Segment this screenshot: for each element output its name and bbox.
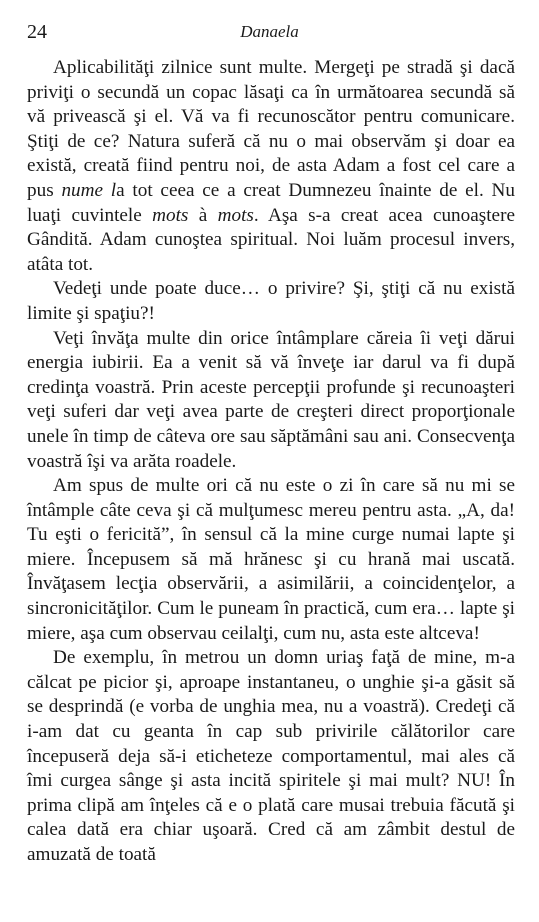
- paragraph-text: Am spus de multe ori că nu este o zi în care să nu mi se întâmple câte ceva şi că mulţumesc mereu pentru asta. „A, da! Tu eşti o fericită”, în sensul că la mine curge numai lapte şi miere. Începusem să mă hrănesc şi cu hrană mai uscată. Învăţasem lecţia observării, a asimilării, a coincidenţelor, a sincronicităţilor. Cum le puneam în practică, cum era… lapte şi miere, aşa cum observau ceilalţi, cum nu, asta este altceva!: [27, 475, 515, 644]
- italic-text: nume l: [61, 179, 117, 201]
- paragraph-text: Vedeţi unde poate duce… o privire? Şi, ştiţi că nu există limite şi spaţiu?!: [27, 278, 515, 324]
- running-head: Danaela: [240, 22, 299, 41]
- paragraph: [27, 277, 515, 326]
- page-number: 24: [27, 21, 47, 43]
- paragraph-text: De exemplu, în metrou un domn uriaş faţă de mine, m-a călcat pe picior şi, aproape instantaneu, o unghie şi-a găsit să se desprindă (e vorba de unghia mea, nu a voastră). Credeţi că i-am dat cu geanta în cap sub privirile călătorilor care începuseră deja să-i eticheteze comportamentul, mai ales că îmi curgea sânge şi asta incită spiritele şi mai mult? NU! În prima clipă am înţeles că e o plată care musai trebuia făcută şi calea dată era chiar uşoară. Cred că am zâmbit destul de amuzată de toată: [27, 647, 515, 865]
- paragraph-text: a tot ceea ce a creat Dumnezeu înainte de el. Nu luaţi cuvintele: [27, 179, 516, 226]
- paragraph: [27, 474, 515, 646]
- page-body: [27, 56, 515, 868]
- paragraph-text: . Aşa s-a creat acea cunoaştere Gândită. Adam cunoştea spiritual. Noi luăm procesul invers, atâta tot.: [27, 204, 515, 275]
- paragraph: [27, 56, 515, 277]
- paragraph-text: Aplicabilităţi zilnice sunt multe. Mergeţi pe stradă şi dacă priviţi o secundă un copac lăsaţi ca în următoarea secundă să vă privească şi el. Vă va fi recunoscător pentru comunicare. Ştiţi de ce? Natura suferă că nu o mai observăm şi doar ea există, creată fiind pentru noi, de asta Adam a fost cel care a pus: [27, 57, 515, 201]
- italic-text: mots: [217, 204, 254, 226]
- paragraph-text: à: [188, 204, 218, 226]
- paragraph-text: Veţi învăţa multe din orice întâmplare căreia îi veţi dărui energia iubirii. Ea a venit să vă înveţe iar darul va fi după credinţa voastră. Prin aceste percepţii profunde şi recunoaşteri veţi suferi dar veţi avea parte de creşteri direct proporţionale unele în timp de câteva ore sau săptămâni sau ani. Consecvenţa voastră îşi va arăta roadele.: [27, 327, 515, 472]
- page-header: [0, 18, 539, 46]
- paragraph: [27, 327, 515, 475]
- italic-text: mots: [152, 204, 189, 226]
- paragraph: [27, 646, 515, 867]
